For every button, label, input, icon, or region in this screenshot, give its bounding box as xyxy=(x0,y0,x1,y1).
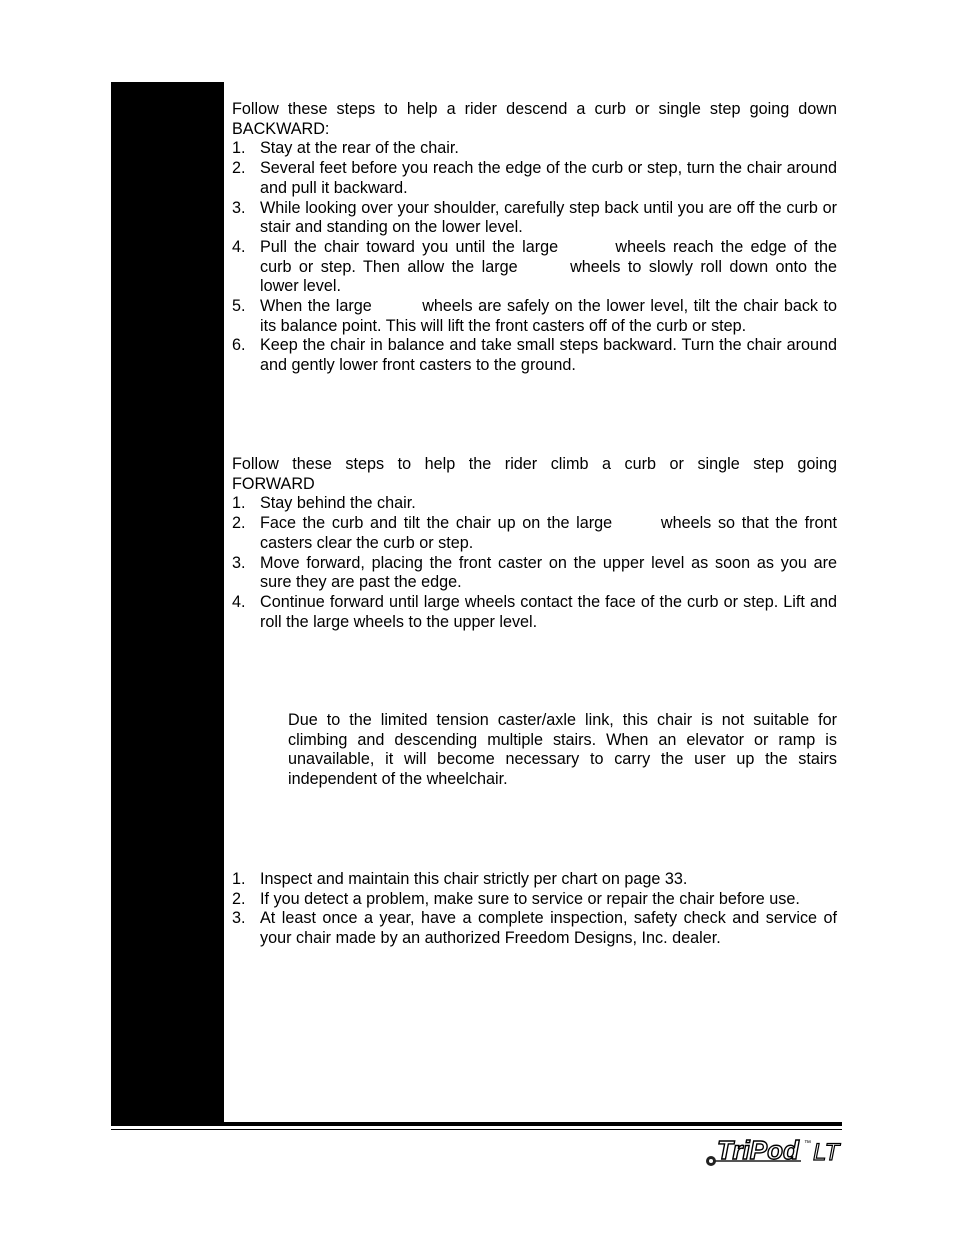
stairs-warning-note: Due to the limited tension caster/axle link, this chair is not suitable for climbing and descending multiple stairs. When an elevator or ramp is unavailable, it will become necessary to carry the user up the stairs independent of the wheelchair. xyxy=(288,711,837,789)
list-item: 2. If you detect a problem, make sure to service or repair the chair before use. xyxy=(232,889,800,908)
list-item: 5. When the large wheels are safely on the lower level, tilt the chair back to its balance point. This will lift the front casters off of the curb or step. xyxy=(232,297,838,335)
descend-intro-line2: BACKWARD: xyxy=(232,119,330,138)
climb-steps xyxy=(232,494,837,632)
logo-suffix: LT xyxy=(813,1139,840,1166)
list-item: 4. Pull the chair toward you until the large wheels reach the edge of the curb or step. Then allow the large wheels to slowly roll down onto the lower level. xyxy=(232,237,838,296)
list-item: 2. Several feet before you reach the edge of the curb or step, turn the chair around and pull it backward. xyxy=(232,159,837,197)
list-item: 4. Continue forward until large wheels contact the face of the curb or step. Lift and roll the large wheels to the upper level. xyxy=(232,592,837,631)
descend-intro-line1: Follow these steps to help a rider descend a curb or single step going down xyxy=(232,100,837,118)
descend-section xyxy=(232,100,837,376)
trademark-mark: ™ xyxy=(804,1140,811,1147)
climb-section xyxy=(232,455,837,632)
climb-intro-line2: FORWARD xyxy=(232,474,315,493)
logo-text: TriPod xyxy=(717,1135,799,1165)
list-item: 1. Inspect and maintain this chair strictly per chart on page 33. xyxy=(232,870,688,888)
list-item: 2. Face the curb and tilt the chair up on the large wheels so that the front casters clear the curb or step. xyxy=(232,514,838,552)
list-item: 3. At least once a year, have a complete inspection, safety check and service of your chair made by an authorized Freedom Designs, Inc. dealer. xyxy=(232,909,837,948)
black-sidebar xyxy=(111,82,224,1122)
footer-rule-thin xyxy=(111,1129,842,1130)
tripod-lt-logo xyxy=(703,1134,843,1168)
maintenance-section xyxy=(232,870,837,949)
descend-steps xyxy=(232,139,837,375)
maintenance-steps xyxy=(232,870,837,949)
list-item: 6. Keep the chair in balance and take small steps backward. Turn the chair around and gently lower front casters to the ground. xyxy=(232,336,837,375)
list-item: 1. Stay at the rear of the chair. xyxy=(232,139,459,158)
list-item: 3. Move forward, placing the front caster on the upper level as soon as you are sure they are past the edge. xyxy=(232,553,837,592)
footer-rule xyxy=(111,1122,842,1126)
climb-intro-line1: Follow these steps to help the rider climb a curb or single step going xyxy=(232,455,837,473)
list-item: 1. Stay behind the chair. xyxy=(232,494,416,513)
list-item: 3. While looking over your shoulder, carefully step back until you are off the curb or stair and standing on the lower level. xyxy=(232,198,837,237)
